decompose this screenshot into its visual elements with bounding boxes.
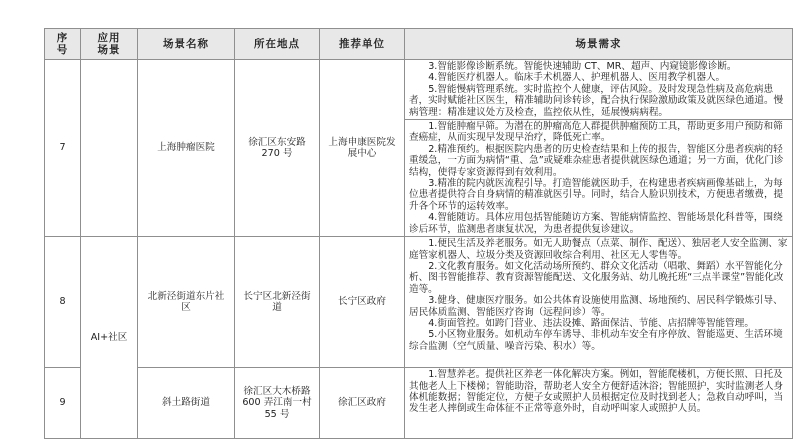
header-scene-type: 应用 场景: [81, 29, 138, 60]
location-cell: [235, 60, 320, 237]
need-item: 5.小区物业服务。如机动车停车诱导、非机动车安全有序停放、智能巡更、生活环境综合监测（空气质量、噪音污染、积水）等。: [409, 329, 783, 352]
seq-cell: 9: [45, 368, 81, 439]
unit-cell: [320, 60, 405, 237]
scene-table: [44, 28, 793, 439]
scene-name-cell: [138, 60, 235, 237]
header-scene-name: 场景名称: [138, 29, 235, 60]
unit-cell: [320, 368, 405, 439]
need-item: 2.精准预约。根据医院内患者的历史检查结果和上传的报告，智能区分患者疾病的轻重缓急，一方面为病情“重、急”或疑难杂症患者提供就医绿色通道；另一方面，优化门诊结构，使得专家资源得到有效利用。: [409, 143, 784, 178]
needs-cell-top: [405, 60, 793, 120]
scene-name-text: 北新泾街道东片社区: [147, 290, 225, 314]
table-header-row: [45, 29, 793, 60]
scene-name-text: 斜土路街道: [162, 397, 210, 409]
location-cell: [235, 237, 320, 368]
need-item: 4.智能随访。具体应用包括智能随访方案、智能病情监控、智能场景化科普等，围绕诊后环节，监测患者康复状况，为患者提供复诊建议。: [409, 212, 783, 235]
scene-type-cell-empty: [81, 60, 138, 237]
needs-cell: [405, 237, 793, 368]
seq-cell: 8: [45, 237, 81, 368]
need-item: 3.精准的院内就医流程引导。打造智能就医助手，在构建患者疾病画像基础上，为每位患者提供符合自身病情的精准就医引导。同时，结合人脸识别技术，方便患者缴费，提升各个环节的运转效率。: [409, 178, 784, 212]
seq-cell: 7: [45, 60, 81, 237]
unit-text: 徐汇区政府: [338, 397, 386, 409]
location-text: 长宁区北新泾街道: [243, 290, 311, 314]
need-item: 1.便民生活及养老服务。如无人助餐点（点菜、制作、配送）、独居老人安全监测、家庭管家机器人、垃圾分类及资源回收综合利用、社区无人零售等。: [409, 238, 788, 261]
table-row: [45, 60, 793, 120]
need-item: 1.智慧养老。提供社区养老一体化解决方案。例如，智能爬楼机，方便长照、日托及其他老人上下楼梯；智能助浴，帮助老人安全方便舒适沐浴；智能照护，实时监测老人身体机能数据；智能定位，方便子女或照护人员根据定位及时找到老人；急救自动呼叫，当发生老人摔倒或生命体征不正常等意外时，自动呼叫家人或照护人员。: [409, 369, 784, 415]
location-cell: [235, 368, 320, 439]
need-item: 5.智能慢病管理系统。实时监控个人健康，评估风险。及时发现急性病及高危病患者，实时赋能社区医生，精准辅助问诊转诊，配合执行保险激励政策及就医绿色通道。慢病管理：精准建议处方及检查，监控依从性，延展慢病病程。: [409, 83, 784, 118]
header-seq: 序 号: [45, 29, 81, 60]
scene-name-cell: [138, 368, 235, 439]
need-item: 4.智能医疗机器人。临床手术机器人、护理机器人、医用教学机器人。: [428, 72, 726, 84]
location-text: 徐汇区大木桥路 600 弄江南一村 55 号: [242, 385, 312, 420]
table-row: [45, 368, 793, 439]
unit-text: 长宁区政府: [338, 296, 386, 308]
need-item: 4.街面管控。如跨门营业、违法设摊、路面保洁、节能、店招牌等智能管理。: [428, 317, 754, 329]
need-item: 1.智能肿瘤早筛。为潜在的肿瘤高危人群提供肿瘤预防工具，帮助更多用户预防和筛查癌症，从而实现早发现早治疗，降低死亡率。: [409, 121, 783, 144]
table-row: [45, 237, 793, 368]
need-item: 3.健身、健康医疗服务。如公共体育设施使用监测、场地预约、居民科学锻炼引导、居民体质监测、智能医疗咨询（远程问诊）等。: [409, 295, 783, 318]
unit-text: 上海申康医院发展中心: [328, 136, 396, 160]
header-needs: 场景需求: [405, 29, 793, 60]
need-item: 3.智能影像诊断系统。智能快速辅助 CT、MR、超声、内窥镜影像诊断。: [428, 61, 737, 72]
location-text: 徐汇区东安路 270 号: [248, 136, 306, 160]
header-unit: 推荐单位: [320, 29, 405, 60]
header-location: 所在地点: [235, 29, 320, 60]
scene-type-cell: AI+社区: [81, 237, 138, 439]
scene-name-cell: [138, 237, 235, 368]
needs-cell: [405, 120, 793, 237]
need-item: 2.文化教育服务。如文化活动场所预约、群众文化活动（唱歌、舞蹈）水平智能化分析、图书智能推荐、教育资源智能配送、文化服务站、幼儿晚托班“三点半课堂”智能化改造等。: [409, 260, 784, 295]
scene-name-text: 上海肿瘤医院: [157, 142, 215, 154]
needs-cell: [405, 368, 793, 439]
unit-cell: [320, 237, 405, 368]
